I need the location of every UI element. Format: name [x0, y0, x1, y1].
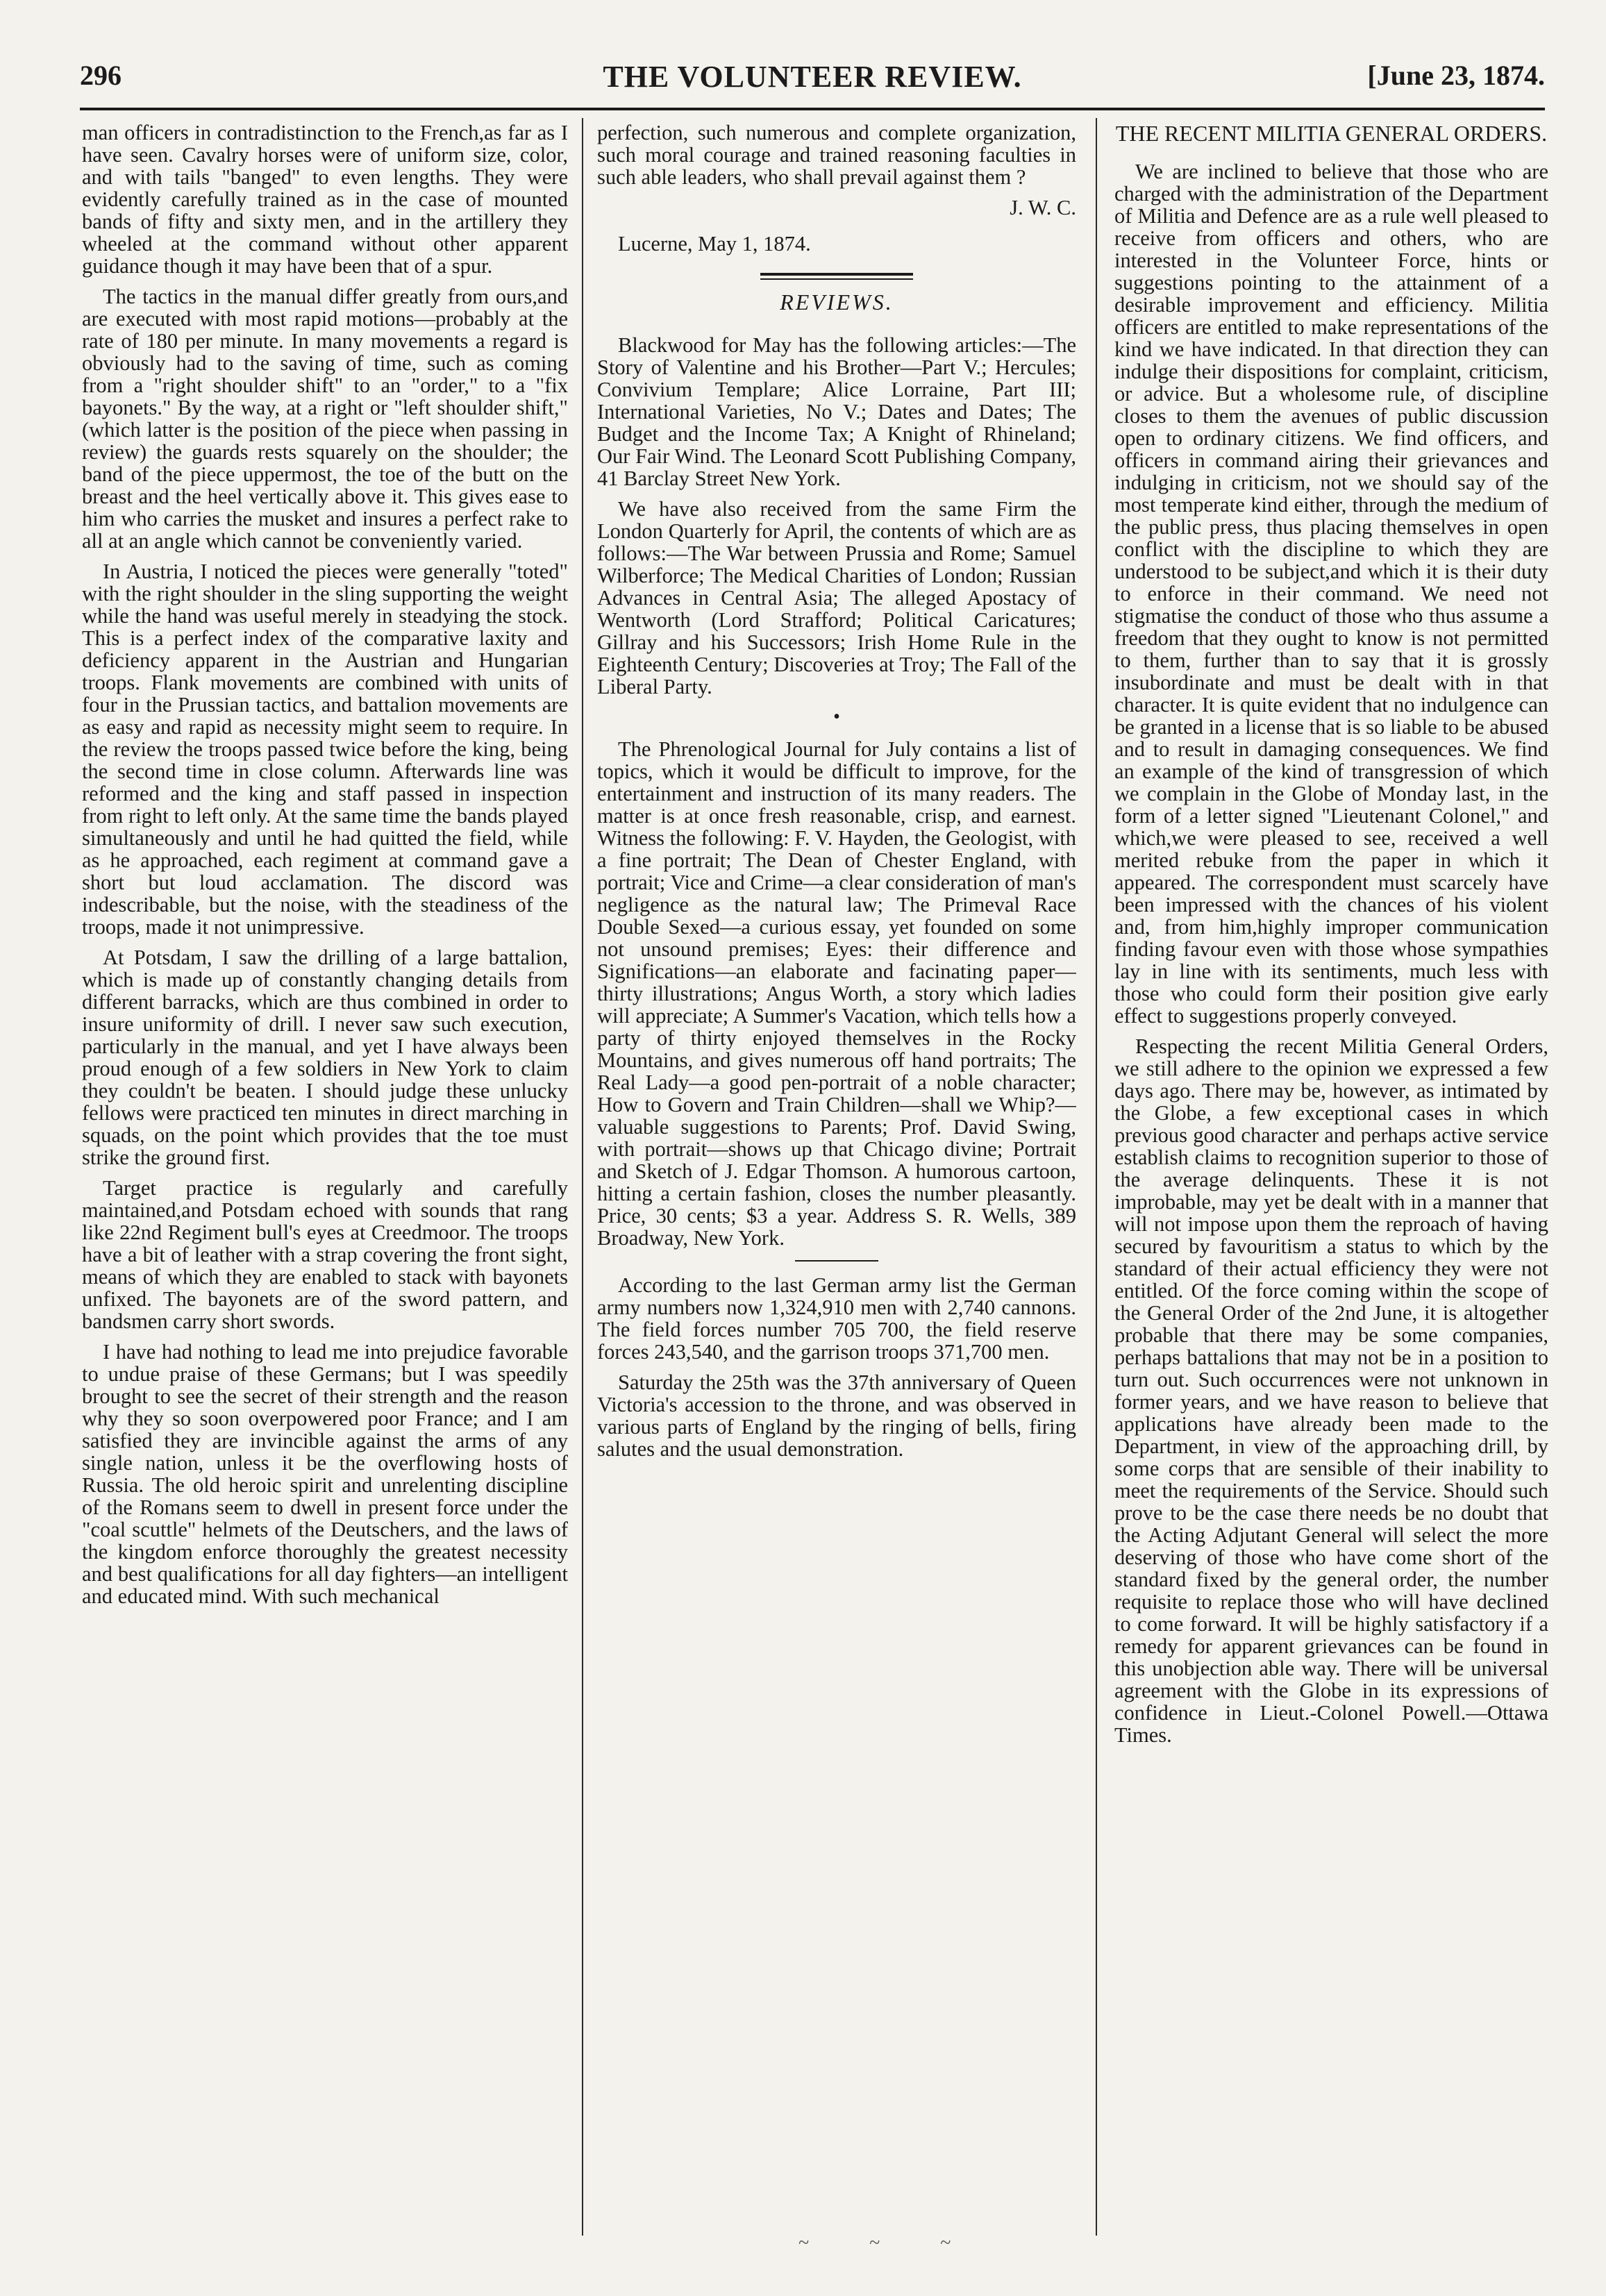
signature: J. W. C.	[1010, 196, 1076, 219]
paragraph: According to the last German army list the German army numbers now 1,324,910 men with 2,740 cannons. The field forces number 705 700, the field reserve forces 243,540, and the garrison troops 371,700 men.	[597, 1273, 1076, 1364]
issue-date: [June 23, 1874.	[1367, 60, 1545, 91]
paragraph: I have had nothing to lead me into prejudice favorable to undue praise of these Germans; but I was speedily brought to see the secret of their strength and the reason why they so soon overpowered poor France; and I am satisfied they are invincible against the arms of any single nation, unless it be the overflowing hosts of Russia. The old heroic spirit and unrelenting discipline of the Romans seem to dwell in present force under the "coal scuttle" helmets of the Deutschers, and the laws of the kingdom enforce thoroughly the greatest necessity and best qualifications for all day fighters—an intelligent and educated mind. With such mechanical	[82, 1340, 568, 1608]
paragraph: Target practice is regularly and carefully maintained,and Potsdam echoed with sounds that rang like 22nd Regiment bull's eyes at Creedmoor. The troops have a bit of leather with a strap covering the front sight, means of which they are enabled to stack with bayonets unfixed. The bayonets are of the sword pattern, and bandsmen carry short swords.	[82, 1176, 568, 1333]
dateline: Lucerne, May 1, 1874.	[618, 232, 811, 255]
section-rule	[760, 273, 913, 276]
paragraph: Respecting the recent Militia General Orders, we still adhere to the opinion we expressed a few days ago. There may be, however, as intimated by the Globe, a few exceptional cases in which previous good character and perhaps active service establish claims to recognition superior to those of the average delinquents. These it is not improbable, may yet be dealt with in a manner that will not impose upon them the reproach of having secured by favouritism a status to which by the standard of their actual efficiency they were not entitled. Of the force coming within the scope of the General Order of the 2nd June, it is altogether probable that there may be some companies, perhaps battalions that may not be in a position to turn out. Such occurrences were not unknown in former years, and we have reason to believe that applications have already been made to the Department, in view of the approaching drill, by some corps that are sensible of their inability to meet the requirements of the Service. Should such prove to be the case there needs be no doubt that the Acting Adjutant General will select the more deserving of those who have come short of the standard fixed by the general order, the number requisite to replace those who will have declined to come forward. It will be highly satisfactory if a remedy for apparent grievances can be found in this unobjection able way. There will be universal agreement with the Globe in its expressions of confidence in Lieut.-Colonel Powell.—Ottawa Times.	[1114, 1034, 1548, 1747]
paragraph: The Phrenological Journal for July contains a list of topics, which it would be difficult to improve, for the entertainment and instruction of its many readers. The matter is at once fresh reasonable, crisp, and earnest. Witness the following: F. V. Hayden, the Geologist, with a fine portrait; The Dean of Chester England, with portrait; Vice and Crime—a clear consideration of man's negligence as the natural law; The Primeval Race Double Sexed—a curious essay, yet founded on some not unsound premises; Eyes: their difference and Significations—an elaborate and facinating paper—thirty illustrations; Angus Worth, a story which ladies will appreciate; A Summer's Vacation, which tells how a party of thirty enjoyed themselves in the Rocky Mountains, and gives numerous off hand portraits; The Real Lady—a good pen-portrait of a noble character; How to Govern and Train Children—shall we Whip?—valuable suggestions to Parents; Prof. David Swing, with portrait—shows up that Chicago divine; Portrait and Sketch of J. Edgar Thomson. A humorous cartoon, hitting a certain fashion, closes the number pleasantly. Price, 30 cents; $3 a year. Address S. R. Wells, 389 Broadway, New York.	[597, 737, 1076, 1250]
paragraph: Saturday the 25th was the 37th anniversary of Queen Victoria's accession to the throne, and was observed in various parts of England by the ringing of bells, firing salutes and the usual demonstration.	[597, 1371, 1076, 1461]
paragraph: At Potsdam, I saw the drilling of a large battalion, which is made up of constantly changing details from different barracks, which are thus combined in order to insure uniformity of drill. I never saw such execution, particularly in the manual, and yet I have always been proud enough of a few soldiers in New York to claim they couldn't be beaten. I should judge these unlucky fellows were practiced ten minutes in direct marching in squads, on the point which provides that the toe must strike the ground first.	[82, 946, 568, 1169]
column-divider	[1096, 118, 1097, 2236]
footer-marks: ~ ~ ~	[798, 2232, 979, 2254]
section-rule	[760, 278, 913, 280]
paragraph: perfection, such numerous and complete organization, such moral courage and trained reasoning faculties in such able leaders, who shall prevail against them ?	[597, 121, 1076, 189]
paragraph: man officers in contradistinction to the French,as far as I have seen. Cavalry horses were of uniform size, color, and with tails "banged" to even lengths. They were evidently carefully trained as in the case of mounted bands of fifty and sixty men, and in the artillery they wheeled at the command without other apparent guidance though it may have been that of a spur.	[82, 121, 568, 278]
header-rule	[80, 108, 1545, 110]
column-3	[1114, 121, 1548, 2232]
separator-rule	[795, 1260, 878, 1262]
paragraph: We have also received from the same Firm the London Quarterly for April, the contents of which are as follows:—The War between Prussia and Rome; Samuel Wilberforce; The Medical Charities of London; Russian Advances in Central Asia; The alleged Apostacy of Wentworth (Lord Strafford; Political Caricatures; Gillray and his Successors; Irish Home Rule in the Eighteenth Century; Discoveries at Troy; The Fall of the Liberal Party.	[597, 497, 1076, 698]
reviews-heading: REVIEWS.	[780, 290, 894, 315]
paragraph: The tactics in the manual differ greatly from ours,and are executed with most rapid motions—probably at the rate of 180 per minute. In many movements a regard is obviously had to the saving of time, such as coming from a "right shoulder shift" to an "order," to a "fix bayonets." By the way, at a right or "left shoulder shift," (which latter is the position of the piece when passing in review) the guards rests squarely on the shoulder; the band of the piece uppermost, the toe of the butt on the breast and the heel vertically above it. This gives ease to him who carries the musket and insures a perfect rake to all at an angle which cannot be conveniently varied.	[82, 285, 568, 553]
column-1	[82, 121, 568, 2232]
page-header	[80, 59, 1545, 101]
page-number: 296	[80, 60, 122, 91]
newspaper-title: THE VOLUNTEER REVIEW.	[603, 60, 1022, 94]
paragraph: In Austria, I noticed the pieces were generally "toted" with the right shoulder in the sling supporting the weight while the hand was useful merely in steadying the stock. This is a perfect index of the comparative laxity and deficiency apparent in the Austrian and Hungarian troops. Flank movements are combined with units of four in the Prussian tactics, and battalion movements are as easy and rapid as necessity might seem to require. In the review the troops passed twice before the king, being the second time in close column. Afterwards line was reformed and the king and staff passed in inspection from right to left only. At the same time the bands played simultaneously and until he had quitted the field, while as he approached, each regiment at command gave a short but loud acclamation. The discord was indescribable, but the noise, with the steadiness of the troops, made it not unimpressive.	[82, 560, 568, 939]
separator-bullet: •	[833, 706, 840, 728]
paragraph: We are inclined to believe that those who are charged with the administration of the Department of Militia and Defence are as a rule well pleased to receive from officers and others, who are interested in the Volunteer Force, hints or suggestions pointing to the attainment of a desirable improvement and efficiency. Militia officers are entitled to make representations of the kind we have indicated. In that direction they can indulge their dispositions for complaint, criticism, or advice. But a wholesome rule, of discipline closes to them the avenues of public discussion open to ordinary citizens. We find officers, and officers in command airing their grievances and indulging in criticism, not we should say of the most temperate kind either, through the medium of the public press, thus placing themselves in open conflict with the discipline to which they are understood to be subject,and which it is their duty to enforce in their command. We need not stigmatise the conduct of those who thus assume a freedom that they ought to know is not permitted to them, further than to say that it is grossly insubordinate and must be dealt with in that character. It is quite evident that no indulgence can be granted in a license that is so liable to be abused and to result in damaging consequences. We find an example of the kind of transgression of which we complain in the Globe of Monday last, in the form of a letter signed "Lieutenant Colonel," and which,we were pleased to see, received a well merited rebuke from the paper in which it appeared. The correspondent must scarcely have been impressed with the chances of his violent and, from him,highly improper communication finding favour even with those whose sympathies lay in line with its sentiments, much less with those who could form their position give early effect to suggestions properly conveyed.	[1114, 160, 1548, 1028]
column-2	[597, 121, 1076, 2232]
paragraph: Blackwood for May has the following articles:—The Story of Valentine and his Brother—Part V.; Hercules; Convivium Templare; Alice Lorraine, Part III; International Varieties, No V.; Dates and Dates; The Budget and the Income Tax; A Knight of Rhineland; Our Fair Wind. The Leonard Scott Publishing Company, 41 Barclay Street New York.	[597, 333, 1076, 490]
article-title: THE RECENT MILITIA GENERAL ORDERS.	[1115, 121, 1548, 146]
column-divider	[582, 118, 583, 2236]
